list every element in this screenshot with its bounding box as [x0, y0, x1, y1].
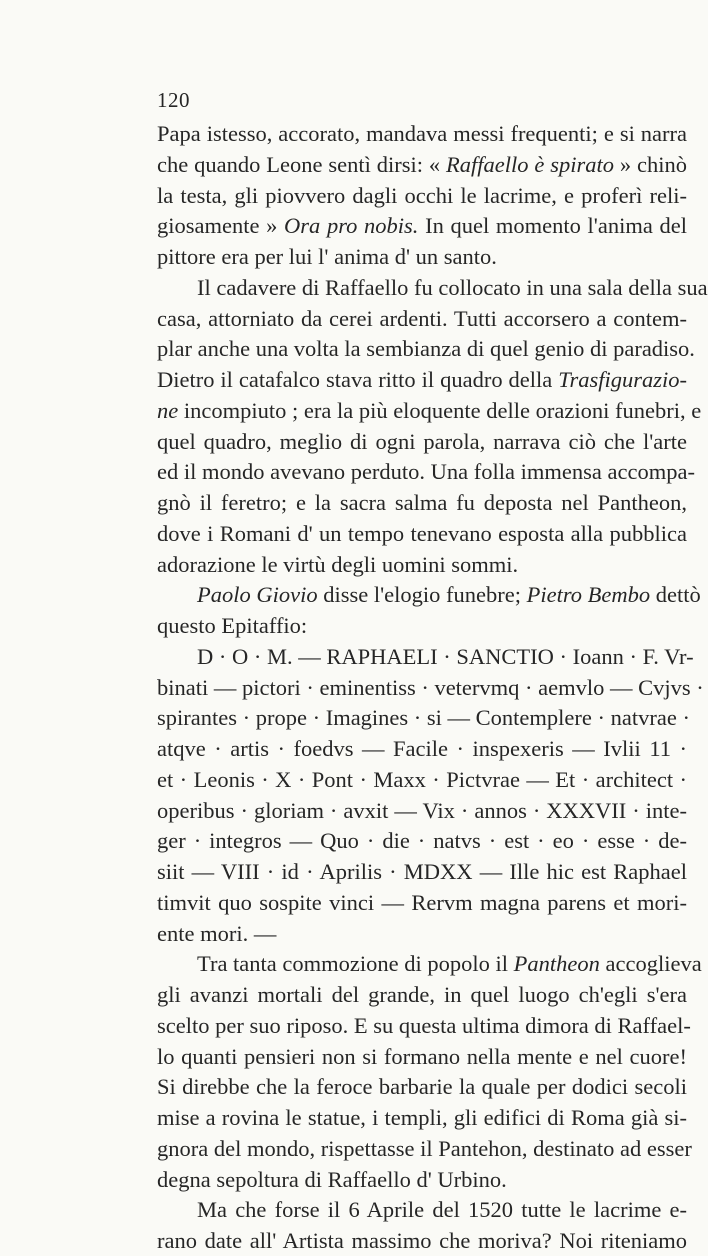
text-line	[157, 426, 687, 457]
text-line	[157, 1010, 691, 1041]
text-segment: gnora del mondo, rispettasse il Pantehon, destinato ad esser	[157, 1135, 692, 1161]
text-line	[157, 487, 687, 518]
text-line	[157, 1164, 687, 1195]
text-segment: binati — pictori · eminentiss · vetervmq · aemvlo — Cvjvs ·	[157, 674, 704, 700]
text-line	[157, 672, 704, 703]
text-line	[157, 702, 690, 733]
text-line	[157, 1102, 687, 1133]
text-segment: operibus · gloriam · avxit — Vix · annos · XXXVII · inte-	[157, 797, 687, 823]
page-number: 120	[157, 88, 190, 112]
text-line	[157, 456, 695, 487]
text-segment: Ma che forse il 6 Aprile del 1520 tutte le lacrime e-	[197, 1197, 687, 1223]
text-line	[157, 887, 687, 918]
text-segment: timvit quo sospite vinci — Rervm magna parens et mori-	[157, 889, 687, 915]
text-line	[157, 303, 687, 334]
text-segment: mise a rovina le statue, i templi, gli edifici di Roma già si-	[157, 1105, 687, 1130]
text-segment: lo quanti pensieri non si formano nella mente e nel cuore!	[157, 1043, 687, 1069]
text-line	[157, 210, 687, 241]
text-segment: spirantes · prope · Imagines · si — Contemplere · natvrae ·	[157, 705, 690, 731]
text-line	[157, 979, 687, 1010]
text-line	[197, 272, 708, 303]
text-segment: Papa istesso, accorato, mandava messi frequenti; e si narra	[157, 121, 687, 146]
text-segment: Si direbbe che la feroce barbarie la quale per dodici secoli	[157, 1074, 687, 1100]
text-segment: rano date all' Artista massimo che moriva? Noi riteniamo	[157, 1228, 687, 1253]
text-line	[157, 518, 687, 549]
text-line	[157, 918, 687, 949]
text-segment: dettò	[650, 582, 701, 608]
italic-text: Raffaello è spirato	[445, 151, 614, 177]
italic-text: Paolo Giovio	[197, 582, 318, 608]
text-line	[157, 333, 695, 364]
text-segment: Tra tanta commozione di popolo il	[197, 951, 514, 977]
text-line	[157, 1041, 687, 1072]
text-line	[157, 1225, 687, 1256]
text-line	[157, 733, 687, 764]
text-segment: In quel momento l'anima del	[418, 213, 687, 239]
text-segment: ed il mondo avevano perduto. Una folla immensa accompa-	[157, 459, 695, 485]
text-segment: Dietro il catafalco stava ritto il quadro della	[157, 367, 559, 392]
text-segment: gnò il feretro; e la sacra salma fu deposta nel Pantheon,	[157, 490, 687, 515]
text-segment: pittore era per lui l' anima d' un santo.	[157, 244, 497, 269]
text-line	[157, 395, 702, 426]
text-line	[157, 364, 687, 395]
text-line	[157, 549, 687, 580]
text-line	[157, 610, 687, 641]
text-line	[157, 764, 687, 795]
text-segment: casa, attorniato da cerei ardenti. Tutti accorsero a contem-	[157, 305, 687, 331]
text-segment: et · Leonis · X · Pont · Maxx · Pictvrae — Et · architect ·	[157, 766, 687, 792]
text-segment: che quando Leone sentì dirsi: «	[157, 151, 446, 177]
italic-text: Ora pro nobis.	[284, 213, 419, 239]
text-segment: dove i Romani d' un tempo tenevano esposta alla pubblica	[157, 520, 687, 546]
text-segment: disse l'elogio funebre;	[317, 582, 527, 608]
italic-text: Pantheon	[513, 951, 600, 977]
text-segment: plar anche una volta la sembianza di quel genio di paradiso.	[157, 336, 695, 362]
text-line	[197, 641, 694, 672]
text-segment: degna sepoltura di Raffaello d' Urbino.	[157, 1166, 507, 1192]
text-line	[197, 1194, 687, 1225]
italic-text: ne	[157, 397, 179, 423]
text-segment: scelto per suo riposo. E su questa ultima dimora di Raffael-	[157, 1012, 691, 1038]
text-segment: atqve · artis · foedvs — Facile · inspexeris — Ivlii 11 ·	[157, 736, 687, 761]
text-segment: ente mori. —	[157, 920, 277, 946]
text-segment: Il cadavere di Raffaello fu collocato in una sala della sua	[197, 274, 708, 300]
text-segment: adorazione le virtù degli uomini sommi.	[157, 551, 519, 577]
text-line	[157, 1133, 692, 1164]
text-segment: incompiuto ; era la più eloquente delle orazioni funebri, e	[178, 397, 702, 423]
text-segment: gli avanzi mortali del grande, in quel luogo ch'egli s'era	[157, 982, 687, 1007]
text-line	[157, 856, 687, 887]
text-line	[157, 241, 687, 272]
italic-text: Pietro Bembo	[526, 582, 651, 608]
text-line	[157, 795, 687, 826]
text-segment: questo Epitaffio:	[157, 613, 308, 638]
text-segment: la testa, gli piovvero dagli occhi le lacrime, e proferì reli-	[157, 182, 687, 208]
italic-text: Trasfigurazio-	[558, 367, 687, 392]
text-line	[157, 118, 687, 149]
text-line	[197, 948, 702, 979]
text-line	[197, 579, 701, 610]
text-line	[157, 149, 687, 180]
text-segment: siit — VIII · id · Aprilis · MDXX — Ille hic est Raphael	[157, 859, 687, 884]
text-line	[157, 1071, 687, 1102]
text-segment: » chinò	[613, 151, 687, 177]
text-line	[157, 825, 687, 856]
text-segment: D · O · M. — RAPHAELI · SANCTIO · Ioann · F. Vr-	[197, 643, 694, 669]
text-segment: quel quadro, meglio di ogni parola, narrava ciò che l'arte	[157, 428, 687, 454]
text-segment: giosamente »	[157, 213, 285, 239]
text-line	[157, 180, 687, 211]
text-segment: ger · integros — Quo · die · natvs · est · eo · esse · de-	[157, 828, 687, 854]
text-segment: accoglieva	[599, 951, 702, 977]
